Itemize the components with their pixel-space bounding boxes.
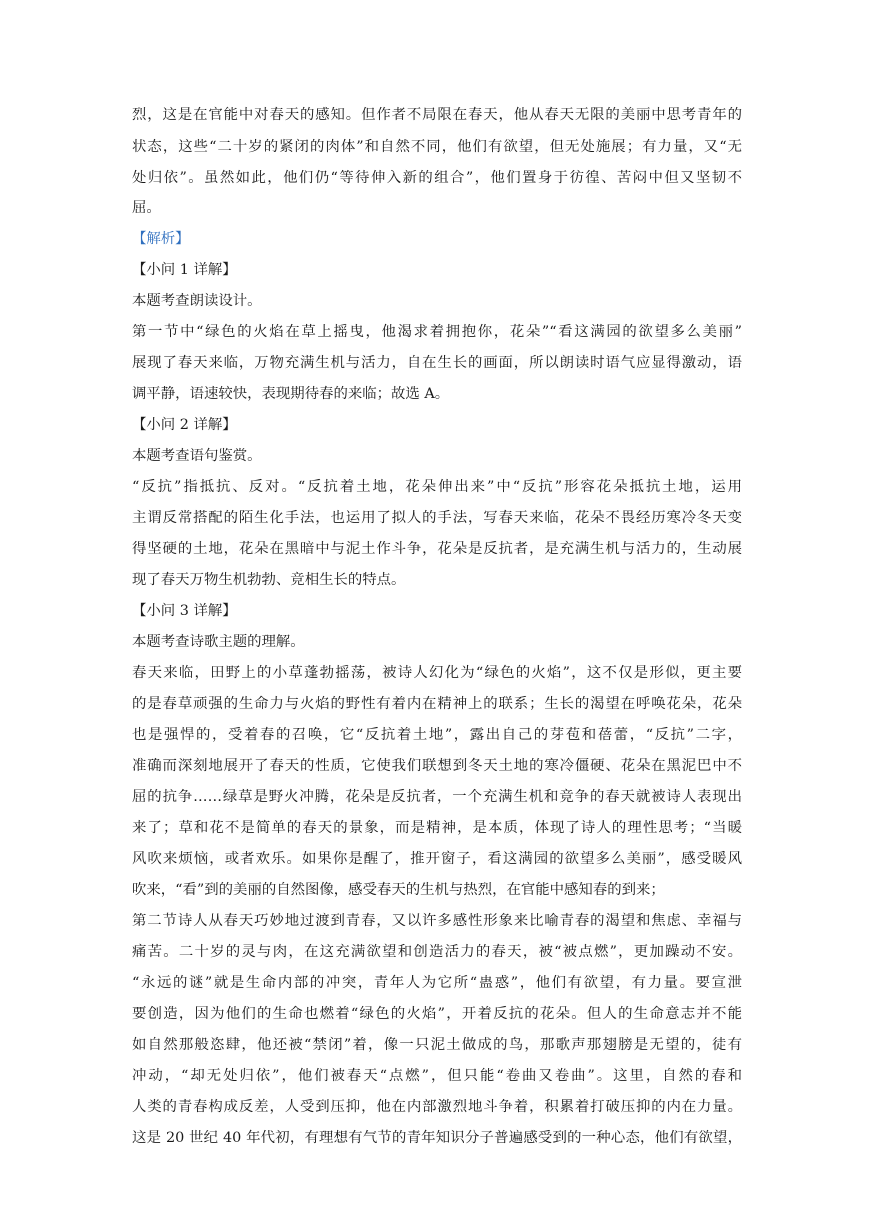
body-text-line: 痛苦。二十岁的灵与肉，在这充满欲望和创造活力的春天，被“被点燃”，更加躁动不安。	[132, 944, 742, 960]
body-text-line: 要创造，因为他们的生命也燃着“绿色的火焰”，开着反抗的花朵。但人的生命意志并不能	[132, 1006, 742, 1022]
body-text-line: 春天来临，田野上的小草蓬勃摇荡，被诗人幻化为“绿色的火焰”，这不仅是形似，更主要	[132, 665, 742, 681]
body-text-line: 冲动，“却无处归依”，他们被春天“点燃”，但只能“卷曲又卷曲”。这里，自然的春和	[132, 1068, 742, 1084]
body-text-line: 吹来，“看”到的美丽的自然图像，感受春天的生机与热烈，在官能中感知春的到来；	[132, 882, 665, 898]
body-text-line: 的是春草顽强的生命力与火焰的野性有着内在精神上的联系；生长的渴望在呼唤花朵，花朵	[132, 696, 742, 712]
body-text-line: “永远的谜”就是生命内部的冲突，青年人为它所“蛊惑”，他们有欲望，有力量。要宣泄	[132, 975, 742, 991]
body-text-line: 第一节中“绿色的火焰在草上摇曳，他渴求着拥抱你，花朵”“看这满园的欲望多么美丽”	[132, 324, 742, 340]
body-text-line: 状态，这些“二十岁的紧闭的肉体”和自然不同，他们有欲望，但无处施展；有力量，又“无	[132, 139, 742, 155]
body-text-line: “反抗”指抵抗、反对。“反抗着土地，花朵伸出来”中“反抗”形容花朵抵抗土地，运用	[132, 479, 742, 495]
body-text-line: 调平静，语速较快，表现期待春的来临；故选 A。	[132, 386, 450, 402]
body-text-line: 处归依”。虽然如此，他们仍“等待伸入新的组合”，他们置身于彷徨、苦闷中但又坚韧不	[132, 170, 742, 186]
body-text-line: 现了春天万物生机勃勃、竞相生长的特点。	[132, 572, 406, 588]
body-text-line: 展现了春天来临，万物充满生机与活力，自在生长的画面，所以朗读时语气应显得激动，语	[132, 355, 742, 371]
body-text-line: 屈。	[132, 200, 161, 216]
body-text-line: 风吹来烦恼，或者欢乐。如果你是醒了，推开窗子，看这满园的欲望多么美丽”，感受暖风	[132, 851, 742, 867]
q2-heading: 【小问 2 详解】	[132, 417, 237, 433]
q1-heading: 【小问 1 详解】	[132, 262, 237, 278]
body-text-line: 本题考查朗读设计。	[132, 293, 262, 309]
body-text-line: 人类的青春构成反差，人受到压抑，他在内部激烈地斗争着，积累着打破压抑的内在力量。	[132, 1099, 742, 1115]
body-text-line: 也是强悍的，受着春的召唤，它“反抗着土地”，露出自己的芽苞和蓓蕾，“反抗”二字，	[132, 727, 742, 743]
body-text-line: 本题考查诗歌主题的理解。	[132, 634, 305, 650]
body-text-line: 这是 20 世纪 40 年代初，有理想有气节的青年知识分子普遍感受到的一种心态，他们有欲望，	[132, 1130, 742, 1146]
body-text-line: 主谓反常搭配的陌生化手法，也运用了拟人的手法，写春天来临，花朵不畏经历寒冷冬天变	[132, 510, 742, 526]
body-text-line: 第二节诗人从春天巧妙地过渡到青春，又以许多感性形象来比喻青春的渴望和焦虑、幸福与	[132, 913, 742, 929]
analysis-heading: 【解析】	[132, 231, 190, 247]
body-text-line: 屈的抗争……绿草是野火冲腾，花朵是反抗者，一个充满生机和竞争的春天就被诗人表现出	[132, 789, 742, 805]
body-text-line: 准确而深刻地展开了春天的性质，它使我们联想到冬天土地的寒冷僵硬、花朵在黑泥巴中不	[132, 758, 742, 774]
body-text-line: 来了；草和花不是简单的春天的景象，而是精神，是本质，体现了诗人的理性思考；“当暖	[132, 820, 742, 836]
q3-heading: 【小问 3 详解】	[132, 603, 237, 619]
body-text-line: 得坚硬的土地，花朵在黑暗中与泥土作斗争，花朵是反抗者，是充满生机与活力的，生动展	[132, 541, 742, 557]
body-text-line: 如自然那般恣肆，他还被“禁闭”着，像一只泥土做成的鸟，那歌声那翅膀是无望的，徒有	[132, 1037, 742, 1053]
body-text-line: 本题考查语句鉴赏。	[132, 448, 262, 464]
body-text-line: 烈，这是在官能中对春天的感知。但作者不局限在春天，他从春天无限的美丽中思考青年的	[132, 107, 742, 123]
